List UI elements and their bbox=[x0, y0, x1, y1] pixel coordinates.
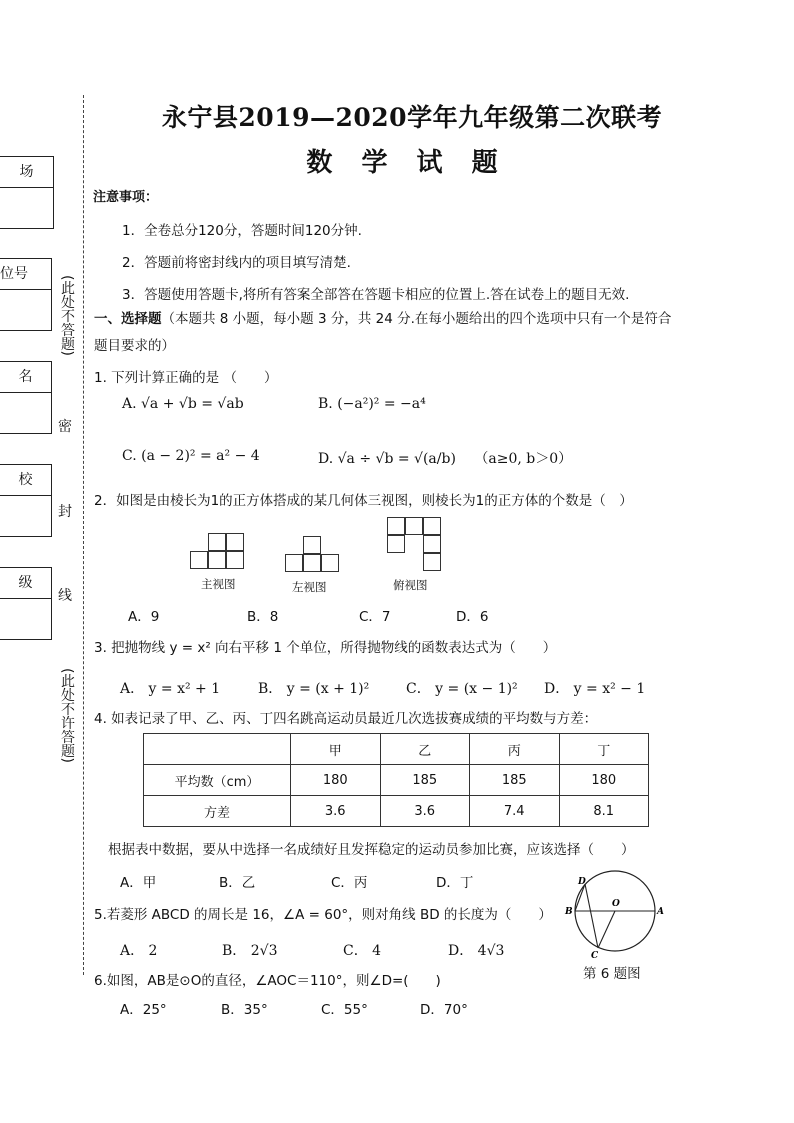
notice-heading: 注意事项： bbox=[93, 190, 159, 205]
table-cell: 185 bbox=[470, 765, 560, 796]
q6-option-d: D．70° bbox=[420, 1002, 468, 1018]
table-cell: 180 bbox=[559, 765, 649, 796]
q2-option-d: D．6 bbox=[456, 609, 489, 625]
q4-stem: 4. 如表记录了甲、乙、丙、丁四名跳高运动员最近几次选拔赛成绩的平均数与方差： bbox=[94, 711, 598, 727]
view-square bbox=[208, 533, 226, 551]
view-square bbox=[405, 517, 423, 535]
q4-followup: 根据表中数据，要从中选择一名成绩好且发挥稳定的运动员参加比赛，应该选择（ ） bbox=[108, 842, 635, 858]
binding-box-seat-number bbox=[0, 258, 52, 331]
view-square bbox=[226, 551, 244, 569]
table-cell: 3.6 bbox=[380, 796, 470, 827]
q1-option-d-expr: D. √a ÷ √b = √(a/b) bbox=[318, 451, 456, 467]
q1-option-c: C. (a − 2)² = a² − 4 bbox=[122, 448, 260, 464]
q2-left-view-label: 左视图 bbox=[292, 580, 327, 594]
section1-desc-cont: 题目要求的） bbox=[94, 338, 175, 354]
table-cell: 180 bbox=[291, 765, 381, 796]
table-cell: 8.1 bbox=[559, 796, 649, 827]
notice-item-2: 2．答题前将密封线内的项目填写清楚. bbox=[122, 255, 351, 271]
q2-option-b: B．8 bbox=[247, 609, 279, 625]
q2-front-view-label: 主视图 bbox=[201, 577, 236, 591]
view-square bbox=[387, 517, 405, 535]
q3-stem: 3. 把抛物线 y = x² 向右平移 1 个单位，所得抛物线的函数表达式为（ ） bbox=[94, 640, 557, 656]
view-square bbox=[387, 535, 405, 553]
binding-blank bbox=[0, 599, 51, 639]
binding-blank bbox=[0, 393, 51, 433]
notice-item-3: 3．答题使用答题卡,将所有答案全部答在答题卡相应的位置上.答在试卷上的题目无效. bbox=[122, 287, 630, 303]
point-label-d: D bbox=[578, 877, 586, 887]
q2-left-view-figure bbox=[285, 536, 345, 576]
binding-box-class bbox=[0, 567, 52, 640]
view-square bbox=[423, 535, 441, 553]
table-header-cell bbox=[144, 734, 291, 765]
view-square bbox=[208, 551, 226, 569]
table-header-row bbox=[144, 734, 649, 765]
q6-figure-caption: 第 6 题图 bbox=[583, 966, 641, 982]
table-header-cell: 甲 bbox=[291, 734, 381, 765]
binding-char-feng: 封 bbox=[58, 504, 72, 520]
q1-option-a: A. √a + √b = √ab bbox=[122, 396, 244, 412]
q6-option-b: B．35° bbox=[221, 1002, 268, 1018]
q2-option-a: A．9 bbox=[128, 609, 160, 625]
view-square bbox=[321, 554, 339, 572]
q6-option-a: A．25° bbox=[120, 1002, 167, 1018]
radius-oc bbox=[598, 911, 615, 948]
q6-option-c: C．55° bbox=[321, 1002, 368, 1018]
q4-option-a: A．甲 bbox=[120, 875, 157, 891]
q4-option-c: C．丙 bbox=[331, 875, 368, 891]
view-square bbox=[303, 536, 321, 554]
binding-note-top: (此处不答题) bbox=[59, 275, 75, 356]
seal-dashed-line bbox=[83, 95, 84, 975]
binding-blank bbox=[0, 496, 51, 536]
chord-dc bbox=[585, 884, 598, 948]
table-cell: 方差 bbox=[144, 796, 291, 827]
q3-option-d: D． y = x² − 1 bbox=[544, 681, 646, 697]
q4-score-table bbox=[143, 733, 649, 827]
section1-heading: 一、选择题 bbox=[94, 311, 162, 327]
q2-front-view-figure bbox=[190, 533, 250, 573]
table-header-cell: 丙 bbox=[470, 734, 560, 765]
view-square bbox=[423, 517, 441, 535]
q5-stem: 5.若菱形 ABCD 的周长是 16，∠A = 60°，则对角线 BD 的长度为（ ） bbox=[94, 907, 552, 923]
q6-stem: 6.如图，AB是⊙O的直径，∠AOC＝110°，则∠D=( ) bbox=[94, 973, 441, 989]
notice-item-1: 1．全卷总分120分，答题时间120分钟. bbox=[122, 223, 362, 239]
section1-header bbox=[94, 307, 671, 327]
binding-blank bbox=[0, 290, 51, 330]
table-row bbox=[144, 765, 649, 796]
chord-db bbox=[575, 884, 585, 911]
q3-option-b: B． y = (x + 1)² bbox=[258, 681, 370, 697]
q1-option-d bbox=[318, 448, 572, 468]
binding-label: 名 bbox=[0, 362, 51, 393]
exam-title: 永宁县2019—2020学年九年级第二次联考 bbox=[161, 103, 663, 132]
q2-option-c: C．7 bbox=[359, 609, 391, 625]
binding-label: 级 bbox=[0, 568, 51, 599]
point-label-o: O bbox=[612, 899, 620, 909]
q1-condition: （a≥0, b＞0） bbox=[474, 451, 573, 467]
q2-top-view-label: 俯视图 bbox=[393, 578, 428, 592]
exam-subtitle: 数 学 试 题 bbox=[306, 148, 508, 178]
q2-stem: 2．如图是由棱长为1的正方体搭成的某几何体三视图，则棱长为1的正方体的个数是（ ） bbox=[94, 493, 633, 509]
q5-option-b: B． 2√3 bbox=[222, 943, 278, 959]
view-square bbox=[226, 533, 244, 551]
binding-label: 位号 bbox=[0, 259, 51, 290]
binding-char-xian: 线 bbox=[58, 588, 72, 604]
q6-circle-figure bbox=[560, 870, 670, 960]
point-label-a: A bbox=[657, 907, 664, 917]
binding-box-name bbox=[0, 361, 52, 434]
table-header-cell: 乙 bbox=[380, 734, 470, 765]
binding-blank bbox=[0, 188, 53, 228]
table-cell: 185 bbox=[380, 765, 470, 796]
binding-box-school bbox=[0, 464, 52, 537]
q2-top-view-figure bbox=[387, 517, 447, 577]
section1-desc: （本题共 8 小题，每小题 3 分，共 24 分.在每小题给出的四个选项中只有一个是符合 bbox=[161, 311, 672, 327]
table-row bbox=[144, 796, 649, 827]
view-square bbox=[423, 553, 441, 571]
table-cell: 平均数（cm） bbox=[144, 765, 291, 796]
view-square bbox=[285, 554, 303, 572]
view-square bbox=[303, 554, 321, 572]
q5-option-d: D． 4√3 bbox=[448, 943, 505, 959]
table-cell: 3.6 bbox=[291, 796, 381, 827]
binding-char-mi: 密 bbox=[58, 419, 72, 435]
table-cell: 7.4 bbox=[470, 796, 560, 827]
binding-label: 校 bbox=[0, 465, 51, 496]
point-label-c: C bbox=[591, 951, 599, 960]
point-label-b: B bbox=[565, 907, 573, 917]
binding-label: 场 bbox=[0, 157, 53, 188]
q5-option-a: A． 2 bbox=[120, 943, 158, 959]
q4-option-d: D．丁 bbox=[436, 875, 474, 891]
view-square bbox=[190, 551, 208, 569]
q1-option-b: B. (−a²)² = −a⁴ bbox=[318, 396, 426, 412]
binding-note-bottom: (此处不许答题) bbox=[59, 668, 75, 763]
q3-option-c: C． y = (x − 1)² bbox=[406, 681, 518, 697]
q5-option-c: C． 4 bbox=[343, 943, 382, 959]
q1-stem: 1. 下列计算正确的是 （ ） bbox=[94, 370, 278, 386]
q4-option-b: B．乙 bbox=[219, 875, 256, 891]
table-header-cell: 丁 bbox=[559, 734, 649, 765]
q3-option-a: A． y = x² + 1 bbox=[120, 681, 221, 697]
